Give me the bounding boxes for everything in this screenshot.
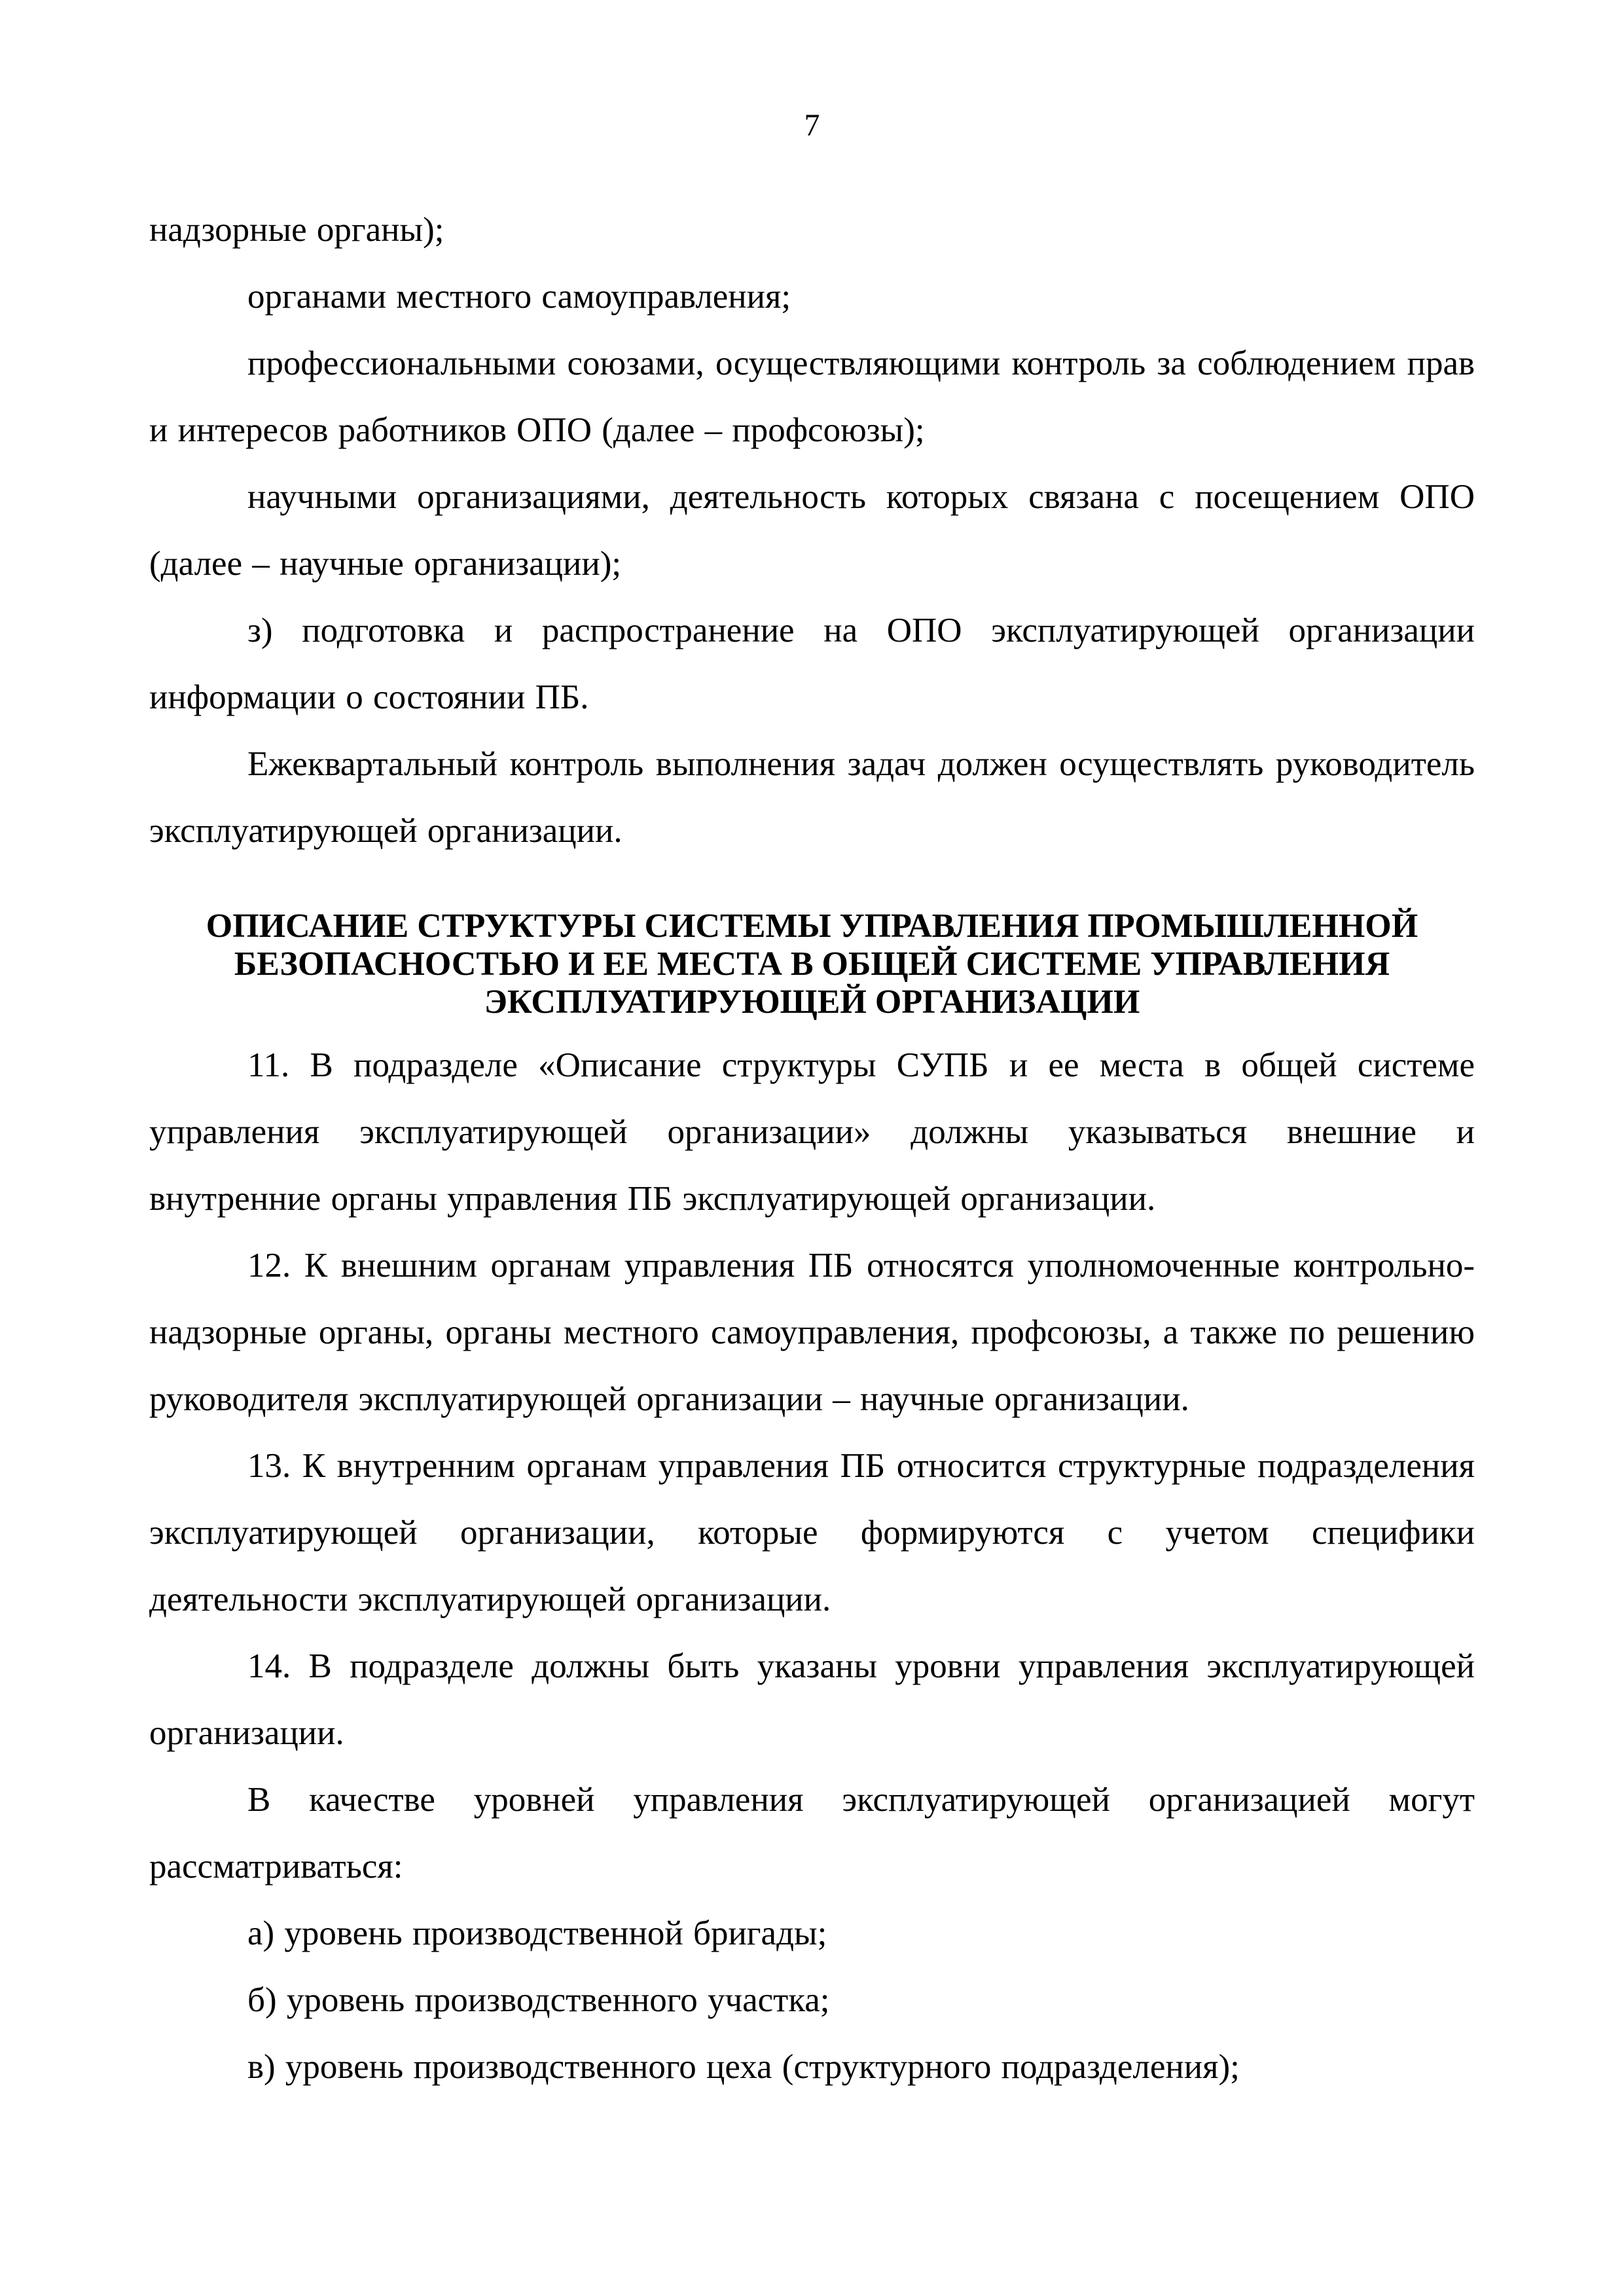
- page-number: 7: [804, 108, 820, 143]
- section-heading-line: БЕЗОПАСНОСТЬЮ И ЕЕ МЕСТА В ОБЩЕЙ СИСТЕМЕ УПРАВЛЕНИЯ: [234, 945, 1390, 983]
- paragraph-13: 13. К внутренним органам управления ПБ относится структурные подразделения эксплуатирующей организации, которые формируются с учетом специфики деятельности эксплуатирующей организации.: [149, 1447, 1475, 1618]
- paragraph-quarterly-control: Ежеквартальный контроль выполнения задач должен осуществлять руководитель эксплуатирующей организации.: [149, 745, 1475, 850]
- section-heading-line: ЭКСПЛУАТИРУЮЩЕЙ ОРГАНИЗАЦИИ: [484, 983, 1140, 1021]
- list-item-trade-unions: профессиональными союзами, осуществляющими контроль за соблюдением прав и интересов работников ОПО (далее – профсоюзы);: [149, 344, 1475, 449]
- list-item-local-government: органами местного самоуправления;: [247, 278, 791, 316]
- section-heading: [149, 907, 1475, 1021]
- section-heading-line: ОПИСАНИЕ СТРУКТУРЫ СИСТЕМЫ УПРАВЛЕНИЯ ПРОМЫШЛЕННОЙ: [206, 907, 1418, 945]
- list-item-information-dissemination: з) подготовка и распространение на ОПО эксплуатирующей организации информации о состоянии ПБ.: [149, 611, 1475, 716]
- paragraph-continuation: надзорные органы);: [149, 211, 444, 249]
- paragraph-12: 12. К внешним органам управления ПБ относятся уполномоченные контрольно-надзорные органы, органы местного самоуправления, профсоюзы, а также по решению руководителя эксплуатирующей организации – научные организации.: [149, 1247, 1475, 1418]
- paragraph-management-levels: В качестве уровней управления эксплуатирующей организацией могут рассматриваться:: [149, 1781, 1475, 1886]
- list-item-brigade-level: а) уровень производственной бригады;: [247, 1914, 827, 1952]
- list-item-workshop-level: в) уровень производственного цеха (структурного подразделения);: [247, 2048, 1240, 2086]
- paragraph-11: 11. В подразделе «Описание структуры СУПБ и ее места в общей системе управления эксплуатирующей организации» должны указываться внешние и внутренние органы управления ПБ эксплуатирующей организации.: [149, 1046, 1475, 1218]
- list-item-scientific-organizations: научными организациями, деятельность которых связана с посещением ОПО (далее – научные организации);: [149, 478, 1475, 583]
- document-body: [149, 196, 1475, 2100]
- paragraph-14: 14. В подразделе должны быть указаны уровни управления эксплуатирующей организации.: [149, 1647, 1475, 1752]
- list-item-section-level: б) уровень производственного участка;: [247, 1981, 830, 2019]
